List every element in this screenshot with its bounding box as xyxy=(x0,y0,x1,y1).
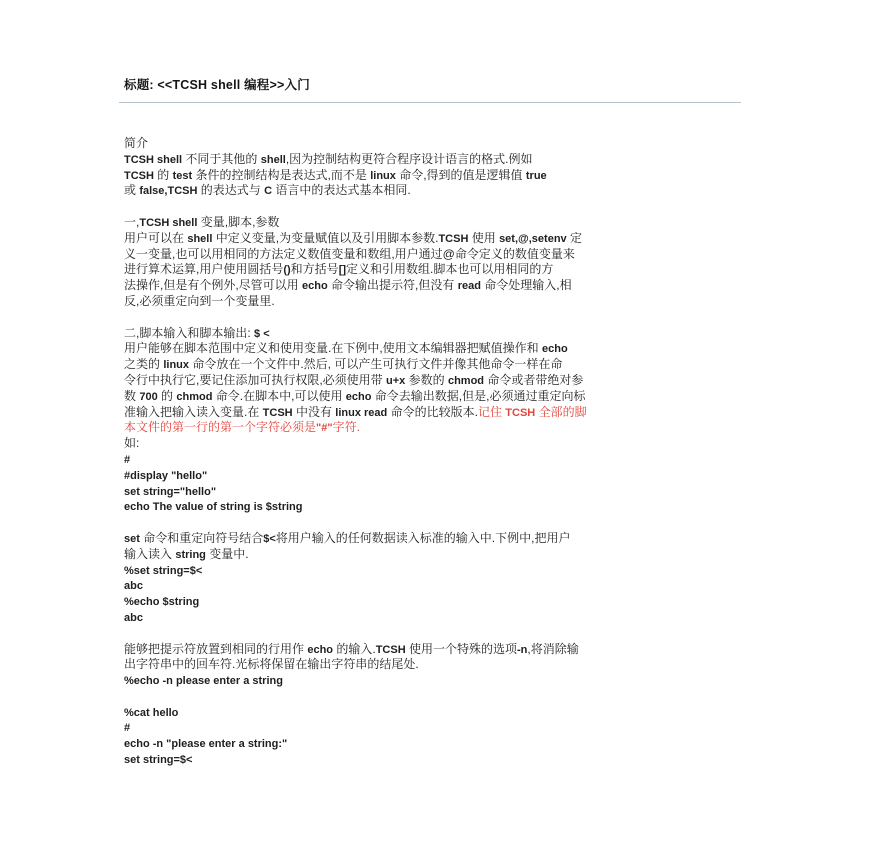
text-line xyxy=(124,215,742,231)
text-line xyxy=(124,752,742,768)
text-segment: 命令.在脚本中,可以使用 xyxy=(212,388,346,403)
page-title: 标题: <<TCSH shell 编程>>入门 xyxy=(124,78,310,92)
text-segment: 命令输出提示符,但没有 xyxy=(327,278,458,293)
text-line xyxy=(124,436,742,452)
text-segment: 命令去输出数据,但是,必须通过重定向标 xyxy=(371,388,586,403)
text-segment: 的 xyxy=(157,388,177,403)
text-segment: 二,脚本输入和脚本输出: xyxy=(124,325,255,340)
text-line xyxy=(124,405,742,421)
text-segment: 命令放在一个文件中.然后, 可以产生可执行文件并像其他命令一样在命 xyxy=(189,357,563,372)
text-segment: 命令和重定向符号结合 xyxy=(139,530,264,545)
document-page xyxy=(124,75,742,768)
text-segment: chmod xyxy=(176,390,213,403)
text-segment: $ < xyxy=(254,327,270,340)
text-line xyxy=(124,294,742,310)
text-line xyxy=(124,499,742,515)
highlighted-text-segment: 字符. xyxy=(332,420,360,435)
text-line xyxy=(124,642,742,658)
text-line xyxy=(124,231,742,247)
text-line xyxy=(124,452,742,468)
text-line xyxy=(124,657,742,673)
text-line xyxy=(124,673,742,689)
text-line xyxy=(124,183,742,199)
text-segment: ,因为控制结构更符合程序设计语言的格式.例如 xyxy=(285,151,533,166)
text-segment: false,TCSH xyxy=(139,185,198,198)
text-line xyxy=(124,563,742,579)
text-segment: shell xyxy=(260,153,286,166)
text-segment: %set string=$< xyxy=(124,564,203,577)
text-segment: 命令或者带绝对参 xyxy=(484,372,584,387)
text-segment: 用户能够在脚本范围中定义和使用变量.在下例中,使用文本编辑器把赋值操作和 xyxy=(124,341,543,356)
text-line xyxy=(124,373,742,389)
text-segment: TCSH xyxy=(375,643,406,656)
text-segment: 法操作,但是有个例外,尽管可以用 xyxy=(124,278,303,293)
text-line xyxy=(124,689,742,705)
text-segment: 命令处理输入,相 xyxy=(480,278,572,293)
text-segment: 简介 xyxy=(124,136,149,150)
text-segment: #display "hello" xyxy=(124,469,208,482)
text-segment: u+x xyxy=(386,374,406,387)
text-segment: 使用一个特殊的选项 xyxy=(405,641,517,656)
document-body xyxy=(124,136,742,768)
text-segment: 定义和引用数组.脚本也可以用相同的方 xyxy=(346,262,554,277)
text-line xyxy=(124,136,742,152)
text-segment: %echo $string xyxy=(124,596,200,609)
text-segment: # xyxy=(124,722,131,735)
text-segment: read xyxy=(457,280,481,293)
text-segment: shell xyxy=(187,232,213,245)
text-segment: 能够把提示符放置到相同的行用作 xyxy=(124,641,308,656)
text-segment: abc xyxy=(124,580,143,593)
text-segment: 中定义变量,为变量赋值以及引用脚本参数. xyxy=(212,230,439,245)
text-segment: -n xyxy=(517,643,528,656)
text-line xyxy=(124,326,742,342)
text-segment: 定 xyxy=(566,230,582,245)
text-segment: 的输入. xyxy=(333,641,376,656)
text-segment: TCSH xyxy=(124,169,154,182)
text-segment: 之类的 xyxy=(124,357,164,372)
text-line xyxy=(124,594,742,610)
text-segment: 的 xyxy=(153,167,173,182)
text-line xyxy=(124,468,742,484)
text-segment: echo xyxy=(542,343,568,356)
text-segment: 和方括号 xyxy=(290,262,339,277)
text-segment: linux xyxy=(163,359,190,372)
text-line xyxy=(124,720,742,736)
text-line xyxy=(124,278,742,294)
text-segment: TCSH xyxy=(438,232,469,245)
text-segment: TCSH xyxy=(262,406,293,419)
highlighted-text-segment: TCSH xyxy=(505,406,536,419)
text-segment: 进行算术运算,用户使用圆括号 xyxy=(124,262,284,277)
text-segment: set string=$< xyxy=(124,754,193,767)
text-segment: %echo -n please enter a string xyxy=(124,675,283,688)
text-segment: 准输入把输入读入变量.在 xyxy=(124,404,263,419)
text-segment: 数 xyxy=(124,388,140,403)
text-line xyxy=(124,736,742,752)
text-segment: 出字符串中的回车符.光标将保留在输出字符串的结尾处. xyxy=(124,657,419,672)
text-segment: 反,必须重定向到一个变量里. xyxy=(124,293,275,308)
text-segment: linux xyxy=(370,169,396,182)
text-segment: 使用 xyxy=(468,230,500,245)
text-segment: 输入读入 xyxy=(124,546,176,561)
text-line xyxy=(124,705,742,721)
text-line xyxy=(124,626,742,642)
text-segment: 语言中的表达式基本相同. xyxy=(272,183,411,198)
text-line xyxy=(124,389,742,405)
text-segment: 将用户输入的任何数据读入标准的输入中.下例中,把用户 xyxy=(275,530,571,545)
text-segment: echo The value of string is $string xyxy=(124,501,303,514)
text-segment: 或 xyxy=(124,183,140,198)
text-line xyxy=(124,152,742,168)
highlighted-text-segment: 全部的脚 xyxy=(535,404,587,419)
text-line xyxy=(124,341,742,357)
text-segment: echo xyxy=(307,643,334,656)
text-segment: [] xyxy=(338,264,347,277)
text-line xyxy=(124,420,742,436)
text-segment: TCSH shell xyxy=(124,153,183,166)
text-segment: 条件的控制结构是表达式,而不是 xyxy=(192,167,371,182)
text-segment: linux read xyxy=(335,406,388,419)
text-segment: echo -n "please enter a string:" xyxy=(124,738,288,751)
text-line xyxy=(124,531,742,547)
text-segment: abc xyxy=(124,611,143,624)
text-line xyxy=(124,357,742,373)
text-segment: 用户可以在 xyxy=(124,230,188,245)
text-line xyxy=(124,247,742,263)
text-segment: chmod xyxy=(447,374,485,387)
text-line xyxy=(124,547,742,563)
text-segment: 义一变量,也可以用相同的方法定义数值变量和数组,用户通过@命令定义的数值变量来 xyxy=(124,246,575,261)
highlighted-text-segment: "#" xyxy=(316,422,333,435)
text-segment: 变量,脚本,参数 xyxy=(197,214,280,229)
text-line xyxy=(124,199,742,215)
text-segment: 不同于其他的 xyxy=(182,151,261,166)
text-segment: () xyxy=(283,264,291,277)
text-segment: string xyxy=(175,548,206,561)
text-segment: echo xyxy=(345,390,372,403)
text-segment: 如: xyxy=(124,436,140,451)
text-segment: set xyxy=(124,532,140,545)
text-segment: C xyxy=(264,185,273,198)
text-segment: set,@,setenv xyxy=(499,232,567,245)
text-segment: test xyxy=(172,169,193,182)
text-line xyxy=(124,610,742,626)
text-segment: %cat hello xyxy=(124,706,179,719)
highlighted-text-segment: 记住 xyxy=(477,404,506,419)
text-line xyxy=(124,168,742,184)
text-segment: 变量中. xyxy=(205,546,249,561)
text-segment: 命令的比较版本. xyxy=(387,404,478,419)
text-segment: 700 xyxy=(139,390,158,403)
text-line xyxy=(124,484,742,500)
text-segment: 中没有 xyxy=(292,404,336,419)
text-segment: 的表达式与 xyxy=(197,183,265,198)
text-segment: TCSH shell xyxy=(139,216,198,229)
text-line xyxy=(124,515,742,531)
highlighted-text-segment: 本文件的第一行的第一个字符必须是 xyxy=(124,420,317,435)
text-line xyxy=(124,578,742,594)
text-segment: ,将消除输 xyxy=(527,641,579,656)
text-segment: 命令,得到的值是逻辑值 xyxy=(395,167,526,182)
title-divider xyxy=(119,102,741,103)
text-segment: echo xyxy=(302,280,328,293)
text-line xyxy=(124,310,742,326)
text-segment: # xyxy=(124,453,131,466)
text-line xyxy=(124,262,742,278)
text-segment: set string="hello" xyxy=(124,485,217,498)
text-segment: 参数的 xyxy=(405,372,448,387)
text-segment: true xyxy=(525,169,547,182)
text-segment: 一, xyxy=(124,214,140,229)
text-segment: 令行中执行它,要记住添加可执行权限,必须使用带 xyxy=(124,372,387,387)
text-segment: $< xyxy=(263,532,276,545)
